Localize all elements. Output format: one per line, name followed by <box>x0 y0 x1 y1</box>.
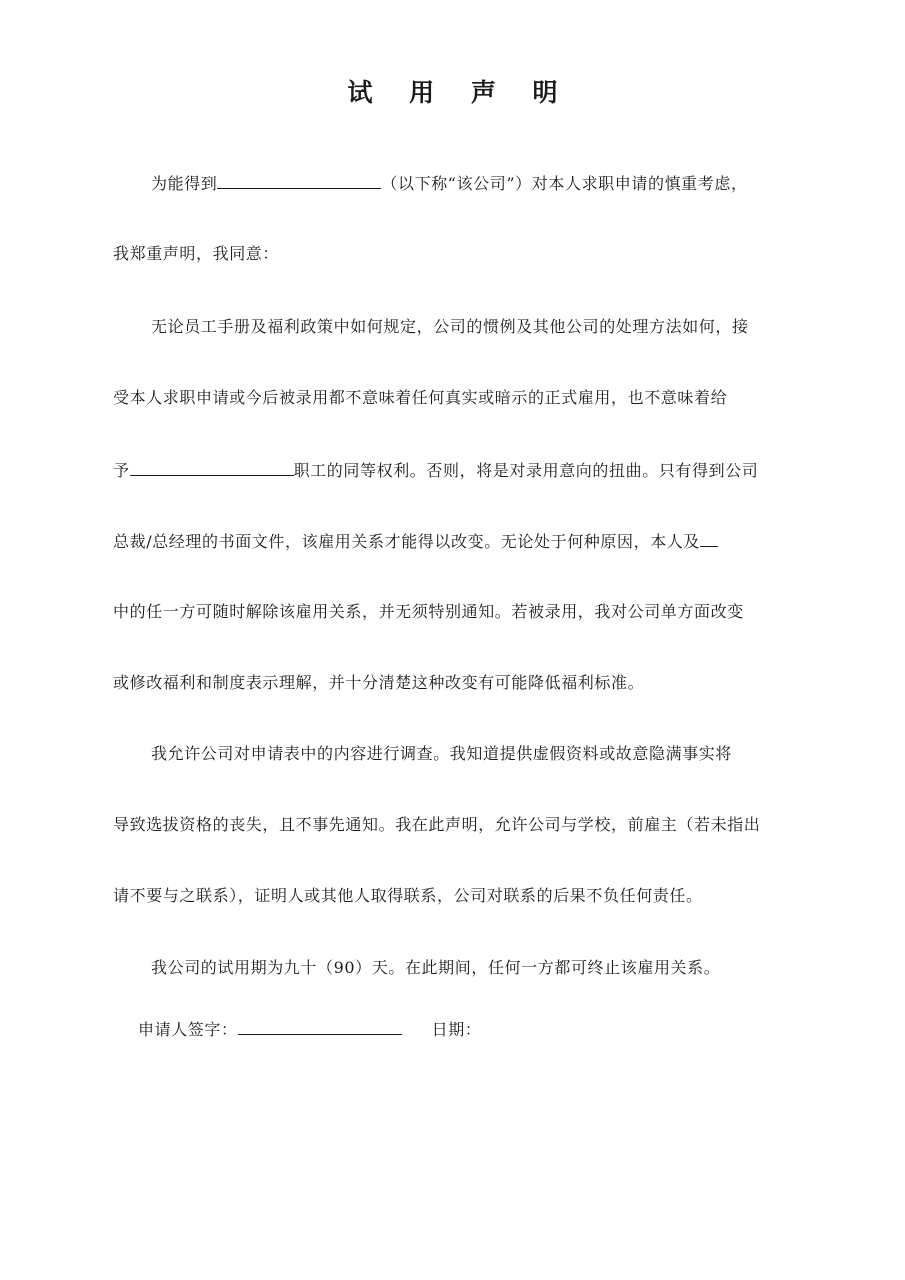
paragraph3-line3: 请不要与之联系），证明人或其他人取得联系，公司对联系的后果不负任何责任。 <box>113 886 703 905</box>
applicant-signature-blank[interactable] <box>238 1017 402 1035</box>
text-segment: 为能得到 <box>151 174 218 193</box>
paragraph1-line1 <box>113 171 841 195</box>
paragraph4-line1: 我公司的试用期为九十（90）天。在此期间，任何一方都可终止该雇用关系。 <box>151 958 721 977</box>
text-segment: 予 <box>113 461 130 480</box>
text-segment: 职工的同等权利。否则，将是对录用意向的扭曲。只有得到公司 <box>293 461 759 480</box>
text-segment: 总裁/总经理的书面文件，该雇用关系才能得以改变。无论处于何种原因，本人及 <box>113 532 700 551</box>
applicant-signature-label: 申请人签字： <box>138 1020 238 1039</box>
paragraph2-line1: 无论员工手册及福利政策中如何规定，公司的惯例及其他公司的处理方法如何，接 <box>151 317 749 336</box>
paragraph3-line2: 导致选拔资格的丧失，且不事先通知。我在此声明，允许公司与学校，前雇主（若未指出 <box>113 815 761 834</box>
paragraph1-line2: 我郑重声明，我同意： <box>113 244 280 263</box>
document-title: 试 用 声 明 <box>347 78 572 107</box>
paragraph2-line5: 中的任一方可随时解除该雇用关系，并无须特别通知。若被录用，我对公司单方面改变 <box>113 602 744 621</box>
signature-row <box>138 1017 828 1041</box>
party-name-blank[interactable] <box>130 458 294 476</box>
paragraph3-line1: 我允许公司对申请表中的内容进行调查。我知道提供虚假资料或故意隐满事实将 <box>151 744 733 763</box>
paragraph2-line3 <box>113 458 803 482</box>
date-label: 日期： <box>431 1020 482 1039</box>
paragraph2-line6: 或修改福利和制度表示理解，并十分清楚这种改变有可能降低福利标准。 <box>113 673 645 692</box>
short-blank[interactable] <box>700 529 718 547</box>
company-name-blank[interactable] <box>217 171 381 189</box>
paragraph2-line4 <box>113 529 803 553</box>
text-segment: （以下称“该公司”）对本人求职申请的慎重考虑， <box>381 174 748 193</box>
paragraph2-line2: 受本人求职申请或今后被录用都不意味着任何真实或暗示的正式雇用，也不意味着给 <box>113 388 728 407</box>
